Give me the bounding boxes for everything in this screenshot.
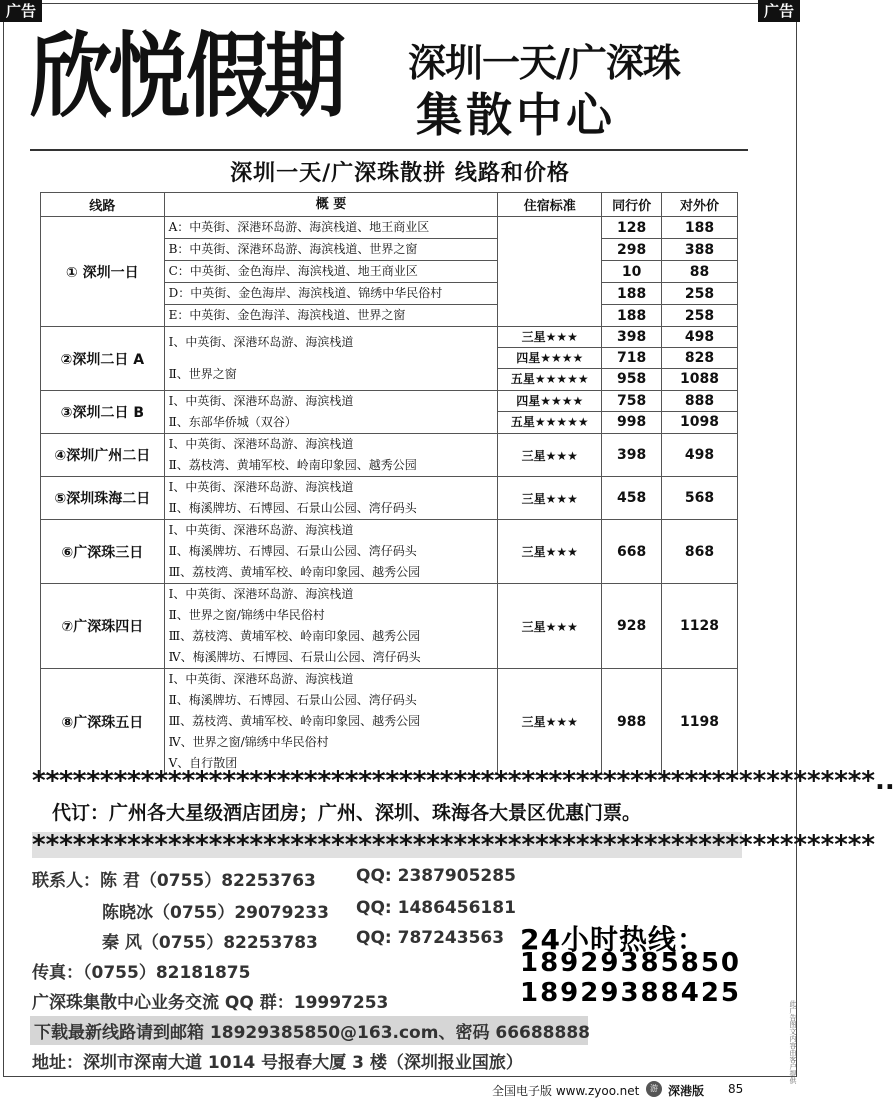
hotline-title: 24小时热线：	[520, 923, 706, 956]
summary-line: Ⅰ、中英街、深港环岛游、海滨栈道	[168, 394, 354, 408]
summary-line: E：中英街、金色海洋、海滨栈道、世界之窗	[168, 308, 406, 322]
summary-line: Ⅱ、梅溪牌坊、石博园、石景山公园、湾仔码头	[168, 501, 417, 515]
price-value: 998	[617, 414, 647, 430]
route-summary	[164, 584, 498, 669]
peer-price	[602, 327, 662, 391]
hotel-level: 五星★★★★★	[510, 372, 589, 386]
ad-label-left: 广告	[0, 0, 42, 22]
price-value: 398	[602, 327, 661, 348]
peer-price	[602, 217, 662, 239]
route-name: ②深圳二日 A	[41, 327, 165, 391]
route-summary	[164, 434, 498, 477]
route-summary	[164, 217, 498, 239]
price-value: 128	[617, 219, 647, 236]
price-value: 1128	[680, 618, 720, 634]
summary-line: Ⅲ、荔枝湾、黄埔军校、岭南印象园、越秀公园	[168, 565, 421, 579]
public-price	[662, 391, 738, 434]
price-value: 1198	[680, 713, 720, 730]
price-value: 928	[617, 618, 647, 634]
summary-line: Ⅲ、荔枝湾、黄埔军校、岭南印象园、越秀公园	[168, 714, 421, 728]
route-summary	[164, 327, 498, 391]
table-row	[41, 669, 738, 775]
peer-price	[602, 434, 662, 477]
summary-line: Ⅰ、中英街、深港环岛游、海滨栈道	[168, 523, 354, 537]
hotel-standard	[498, 327, 602, 391]
price-value: 868	[684, 543, 715, 560]
price-value: 458	[617, 490, 647, 506]
price-value: 498	[684, 447, 715, 463]
address-line: 地址：深圳市深南大道 1014 号报春大厦 3 楼（深圳报业国旅）	[32, 1053, 523, 1073]
hotel-standard	[498, 669, 602, 775]
hotel-level: 五星★★★★★	[510, 415, 589, 429]
hotel-level: 四星★★★★	[498, 348, 601, 369]
heading-line-2: 集散中心	[416, 88, 616, 142]
table-subtitle: 深圳一天/广深珠散拼 线路和价格	[230, 161, 570, 186]
table-row	[41, 520, 738, 584]
hotel-level: 三星★★★	[498, 327, 601, 348]
summary-line: Ⅱ、荔枝湾、黄埔军校、岭南印象园、越秀公园	[168, 458, 417, 472]
public-price	[662, 217, 738, 239]
contact-3-qq: QQ: 787243563	[356, 928, 505, 948]
qq-group-line: 广深珠集散中心业务交流 QQ 群：19997253	[32, 993, 389, 1013]
price-value: 188	[617, 307, 647, 324]
hotline-number-1: 18929385850	[520, 948, 741, 978]
header-summary: 概 要	[164, 193, 498, 217]
price-value: 1098	[680, 414, 720, 430]
price-value: 188	[684, 219, 715, 236]
asterisk-divider-1: **************************************************************..	[32, 766, 895, 796]
contact-1: 联系人：陈 君（0755）82253763	[32, 871, 316, 891]
peer-price	[602, 239, 662, 261]
hotel-level: 三星★★★	[521, 619, 578, 634]
summary-line: Ⅰ、中英街、深港环岛游、海滨栈道	[168, 437, 354, 451]
table-row	[41, 584, 738, 669]
contact-2-qq: QQ: 1486456181	[356, 898, 516, 918]
divider-top	[30, 149, 748, 151]
contact-3: 秦 风（0755）82253783	[102, 933, 318, 953]
summary-line: Ⅰ、中英街、深港环岛游、海滨栈道	[168, 672, 354, 686]
price-value: 298	[617, 241, 647, 258]
footer-page-number: 85	[728, 1082, 744, 1096]
price-value: 258	[684, 285, 715, 302]
summary-line: Ⅲ、荔枝湾、黄埔军校、岭南印象园、越秀公园	[168, 629, 421, 643]
public-price	[662, 434, 738, 477]
side-disclaimer: 此广告图文内容由客户提供	[789, 1000, 797, 1084]
route-name: ⑦广深珠四日	[41, 584, 165, 669]
table-row	[41, 477, 738, 520]
peer-price	[602, 477, 662, 520]
price-value: 398	[617, 447, 647, 463]
booking-note: 代订：广州各大星级酒店团房；广州、深圳、珠海各大景区优惠门票。	[52, 802, 642, 824]
table-row	[41, 327, 738, 391]
price-value: 758	[602, 391, 661, 412]
public-price	[662, 283, 738, 305]
hotel-standard	[498, 477, 602, 520]
table-row	[41, 434, 738, 477]
public-price	[662, 239, 738, 261]
summary-line: B：中英街、深港环岛游、海滨栈道、世界之窗	[168, 242, 418, 256]
price-value: 668	[617, 543, 647, 560]
route-summary	[164, 239, 498, 261]
summary-line: Ⅰ、中英街、深港环岛游、海滨栈道	[168, 335, 354, 349]
hotel-level: 三星★★★	[521, 448, 578, 463]
mail-download-line: 下载最新线路请到邮箱 18929385850@163.com、密码 66688888	[30, 1016, 588, 1045]
hotel-standard	[498, 584, 602, 669]
route-name: ③深圳二日 B	[41, 391, 165, 434]
price-value: 988	[617, 713, 647, 730]
table-row	[41, 391, 738, 434]
asterisk-divider-2: **************************************************************	[32, 830, 875, 860]
price-value: 888	[662, 391, 737, 412]
summary-line: Ⅱ、梅溪牌坊、石博园、石景山公园、湾仔码头	[168, 693, 417, 707]
route-name: ① 深圳一日	[41, 217, 165, 327]
ad-label-right: 广告	[758, 0, 800, 22]
public-price	[662, 520, 738, 584]
hotline-number-2: 18929388425	[520, 978, 741, 1008]
hotel-level: 四星★★★★	[498, 391, 601, 412]
route-price-table	[40, 192, 738, 775]
peer-price	[602, 283, 662, 305]
summary-line: A：中英街、深港环岛游、海滨栈道、地王商业区	[168, 220, 430, 234]
hotel-standard	[498, 520, 602, 584]
route-summary	[164, 520, 498, 584]
footer-site: 全国电子版 www.zyoo.net	[492, 1084, 640, 1098]
brand-title: 欣悦假期	[30, 24, 343, 131]
hotel-level: 三星★★★	[521, 715, 578, 729]
public-price	[662, 584, 738, 669]
peer-price	[602, 669, 662, 775]
footer-logo-icon: 游	[646, 1081, 662, 1097]
price-value: 828	[662, 348, 737, 369]
public-price	[662, 327, 738, 391]
public-price	[662, 477, 738, 520]
summary-line: Ⅱ、东部华侨城（双谷）	[168, 415, 297, 429]
contact-1-qq: QQ: 2387905285	[356, 866, 516, 886]
header-peer-price: 同行价	[602, 193, 662, 217]
price-value: 10	[621, 263, 642, 280]
hotel-level: 三星★★★	[521, 491, 578, 506]
route-summary	[164, 477, 498, 520]
route-name: ④深圳广州二日	[41, 434, 165, 477]
summary-line: Ⅰ、中英街、深港环岛游、海滨栈道	[168, 480, 354, 494]
peer-price	[602, 391, 662, 434]
route-summary	[164, 261, 498, 283]
peer-price	[602, 261, 662, 283]
price-value: 388	[684, 241, 715, 258]
route-summary	[164, 669, 498, 775]
price-value: 88	[689, 263, 710, 280]
summary-line: Ⅴ、自行散团	[168, 756, 238, 770]
hotel-standard	[498, 391, 602, 434]
route-name: ⑤深圳珠海二日	[41, 477, 165, 520]
summary-line: Ⅳ、世界之窗/锦绣中华民俗村	[168, 735, 329, 749]
summary-line: D：中英街、金色海岸、海滨栈道、锦绣中华民俗村	[168, 286, 443, 300]
fax-line: 传真：（0755）82181875	[32, 963, 251, 983]
public-price	[662, 669, 738, 775]
public-price	[662, 261, 738, 283]
public-price	[662, 305, 738, 327]
table-row	[41, 217, 738, 239]
route-name: ⑥广深珠三日	[41, 520, 165, 584]
price-value: 498	[662, 327, 737, 348]
peer-price	[602, 520, 662, 584]
header-route: 线路	[41, 193, 165, 217]
footer-edition: 深港版	[668, 1084, 705, 1098]
hotel-level: 三星★★★	[521, 545, 578, 559]
summary-line: Ⅱ、世界之窗/锦绣中华民俗村	[168, 608, 325, 622]
summary-line: C：中英街、金色海岸、海滨栈道、地王商业区	[168, 264, 418, 278]
price-value: 258	[684, 307, 715, 324]
route-summary	[164, 283, 498, 305]
summary-line: Ⅰ、中英街、深港环岛游、海滨栈道	[168, 587, 354, 601]
price-value: 568	[684, 490, 715, 506]
hotel-standard	[498, 434, 602, 477]
header-public-price: 对外价	[662, 193, 738, 217]
contact-2: 陈晓冰（0755）29079233	[102, 903, 329, 923]
price-value: 718	[602, 348, 661, 369]
summary-line: Ⅳ、梅溪牌坊、石博园、石景山公园、湾仔码头	[168, 650, 421, 664]
route-summary	[164, 391, 498, 434]
table-header-row	[41, 193, 738, 217]
summary-line: Ⅱ、世界之窗	[168, 366, 237, 381]
table-body	[41, 217, 738, 775]
peer-price	[602, 584, 662, 669]
price-value: 958	[617, 371, 647, 387]
header-hotel: 住宿标准	[498, 193, 602, 217]
hotel-standard	[498, 217, 602, 327]
price-value: 1088	[680, 371, 720, 387]
price-value: 188	[617, 285, 647, 302]
route-name: ⑧广深珠五日	[41, 669, 165, 775]
route-summary	[164, 305, 498, 327]
peer-price	[602, 305, 662, 327]
heading-line-1: 深圳一天/广深珠	[408, 41, 680, 85]
summary-line: Ⅱ、梅溪牌坊、石博园、石景山公园、湾仔码头	[168, 544, 417, 558]
